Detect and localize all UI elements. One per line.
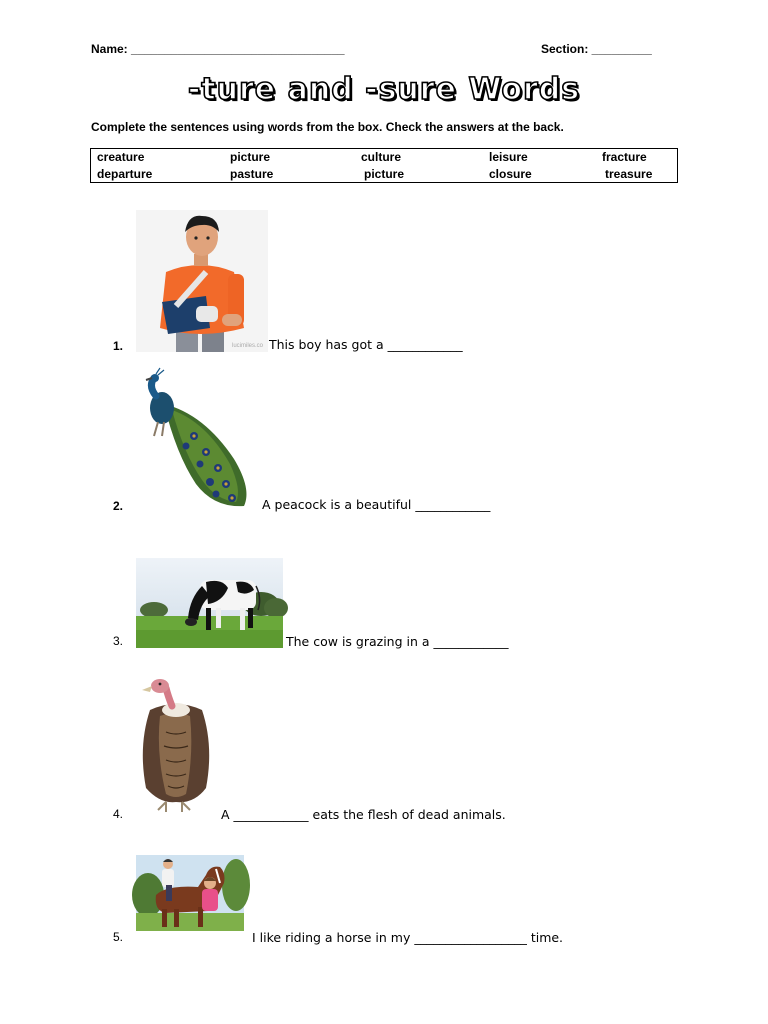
question-number: 1. — [113, 339, 124, 353]
section-field-label: Section: _________ — [541, 42, 652, 56]
title-container — [0, 72, 768, 107]
word-box-item: fracture — [602, 150, 647, 164]
image-watermark: lucimiles.co — [232, 343, 264, 349]
question-sentence: A ____________ eats the flesh of dead animals. — [221, 807, 506, 822]
word-box-item: closure — [489, 167, 532, 181]
peacock-image — [134, 374, 260, 510]
question-number: 2. — [113, 499, 124, 513]
word-box-item: treasure — [605, 167, 653, 181]
word-box-item: picture — [364, 167, 405, 181]
word-box-item: picture — [230, 150, 271, 164]
word-box-item: leisure — [489, 150, 528, 164]
word-box-item: departure — [97, 167, 153, 181]
question-number: 5. — [113, 930, 124, 944]
word-box-item: creature — [97, 150, 145, 164]
page-title: -ture and -sure Words — [187, 72, 581, 107]
question-sentence: I like riding a horse in my __________________ time. — [252, 930, 564, 945]
instructions: Complete the sentences using words from the box. Check the answers at the back. — [91, 120, 564, 134]
horse-riding-image — [136, 855, 244, 931]
boy-arm-sling-image — [136, 210, 268, 352]
cow-pasture-image — [136, 558, 283, 648]
question-sentence: The cow is grazing in a ____________ — [286, 634, 509, 649]
question-number: 3. — [113, 634, 124, 648]
word-box-item: culture — [361, 150, 402, 164]
question-sentence: This boy has got a ____________ — [269, 337, 463, 352]
word-box-item: pasture — [230, 167, 274, 181]
question-number: 4. — [113, 807, 124, 821]
name-field-label: Name: ________________________________ — [91, 42, 345, 56]
vulture-image — [136, 676, 214, 814]
question-sentence: A peacock is a beautiful ____________ — [262, 497, 491, 512]
